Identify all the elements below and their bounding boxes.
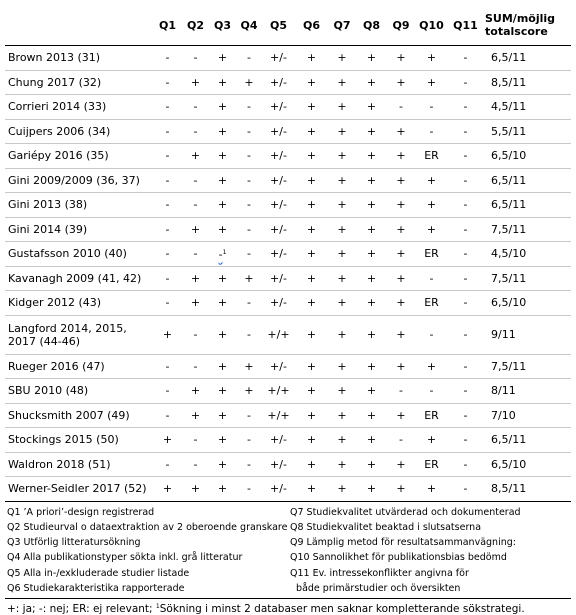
table-row	[5, 119, 571, 144]
cell-q6: +	[295, 315, 328, 354]
cell-q3	[209, 242, 236, 267]
cell-q6: +	[295, 266, 328, 291]
cell-q10: +	[415, 193, 448, 218]
cell-q5: +/+	[262, 315, 295, 354]
footnote-middle: relevant;	[102, 603, 156, 615]
legend-item: Q8 Studiekvalitet beaktad i slutsatserna	[290, 521, 482, 533]
cell-q5: +/-	[262, 477, 295, 502]
cell-q10: ER	[415, 242, 448, 267]
column-header-q8: Q8	[356, 5, 387, 46]
study-name: Gustafsson 2010 (40)	[5, 242, 153, 267]
cell-q3: +	[209, 144, 236, 169]
cell-q4: +	[236, 266, 262, 291]
table-row	[5, 95, 571, 120]
study-name: Gariépy 2016 (35)	[5, 144, 153, 169]
cell-q2: +	[182, 403, 209, 428]
cell-q6: +	[295, 477, 328, 502]
cell-q10: +	[415, 477, 448, 502]
cell-q3: +	[209, 168, 236, 193]
study-name: Gini 2013 (38)	[5, 193, 153, 218]
column-header-q4: Q4	[236, 5, 262, 46]
table-row	[5, 217, 571, 242]
cell-q7: +	[328, 168, 356, 193]
cell-q7: +	[328, 291, 356, 316]
study-name: Cuijpers 2006 (34)	[5, 119, 153, 144]
cell-q10: ER	[415, 144, 448, 169]
cell-q8: +	[356, 452, 387, 477]
cell-q9: +	[387, 70, 415, 95]
score-cell: 7,5/11	[483, 217, 571, 242]
cell-q5: +/+	[262, 403, 295, 428]
cell-q1: -	[153, 242, 182, 267]
cell-q7: +	[328, 452, 356, 477]
score-cell: 6,5/11	[483, 46, 571, 71]
legend-left	[5, 505, 288, 597]
cell-q11: -	[448, 46, 483, 71]
cell-q3: +	[209, 217, 236, 242]
cell-q4: -	[236, 428, 262, 453]
cell-q2: -	[182, 428, 209, 453]
column-header-q9: Q9	[387, 5, 415, 46]
cell-q3: +	[209, 428, 236, 453]
cell-q2: -	[182, 95, 209, 120]
cell-q7: +	[328, 119, 356, 144]
cell-q7: +	[328, 266, 356, 291]
footnote	[5, 603, 571, 615]
cell-q8: +	[356, 315, 387, 354]
study-name: Chung 2017 (32)	[5, 70, 153, 95]
cell-q11: -	[448, 119, 483, 144]
study-name: SBU 2010 (48)	[5, 379, 153, 404]
cell-q3: +	[209, 70, 236, 95]
cell-q5: +/-	[262, 119, 295, 144]
footnote-prefix: +: ja; -: nej; ER:	[7, 603, 93, 615]
table-row	[5, 144, 571, 169]
cell-q10: +	[415, 168, 448, 193]
legend-item: Q2 Studieurval o dataextraktion av 2 oberoende granskare	[7, 521, 288, 533]
table-row	[5, 291, 571, 316]
cell-q2: -	[182, 119, 209, 144]
cell-q11: -	[448, 95, 483, 120]
cell-q11: -	[448, 144, 483, 169]
cell-q2: +	[182, 144, 209, 169]
cell-q10: +	[415, 70, 448, 95]
cell-q4: -	[236, 144, 262, 169]
cell-q4: -	[236, 95, 262, 120]
cell-q4: +	[236, 354, 262, 379]
cell-q8: +	[356, 477, 387, 502]
cell-q11: -	[448, 354, 483, 379]
cell-q10: +	[415, 217, 448, 242]
cell-q8: +	[356, 403, 387, 428]
cell-q1: -	[153, 119, 182, 144]
cell-q1: +	[153, 477, 182, 502]
cell-q3: +	[209, 193, 236, 218]
score-cell: 6,5/11	[483, 168, 571, 193]
cell-q8: +	[356, 193, 387, 218]
table-row	[5, 70, 571, 95]
cell-q8: +	[356, 354, 387, 379]
cell-q3: +	[209, 452, 236, 477]
cell-q10: -	[415, 315, 448, 354]
cell-q2: -	[182, 46, 209, 71]
cell-q9: +	[387, 266, 415, 291]
legend-item: Q10 Sannolikhet för publikationsbias bedömd	[290, 552, 507, 564]
table-row	[5, 403, 571, 428]
cell-q7: +	[328, 354, 356, 379]
cell-q11: -	[448, 266, 483, 291]
table-row	[5, 193, 571, 218]
cell-q8: +	[356, 266, 387, 291]
cell-q3: +	[209, 403, 236, 428]
cell-q3: +	[209, 95, 236, 120]
cell-q3: +	[209, 477, 236, 502]
cell-q9: +	[387, 46, 415, 71]
cell-q5: +/-	[262, 95, 295, 120]
cell-q6: +	[295, 46, 328, 71]
cell-q3: +	[209, 46, 236, 71]
cell-q1: -	[153, 452, 182, 477]
study-name: Waldron 2018 (51)	[5, 452, 153, 477]
quality-assessment-table	[5, 5, 571, 615]
cell-q1: -	[153, 217, 182, 242]
cell-q2: -	[182, 354, 209, 379]
score-cell: 6,5/10	[483, 452, 571, 477]
cell-q7: +	[328, 403, 356, 428]
cell-q1: -	[153, 403, 182, 428]
table-row	[5, 242, 571, 267]
table-body	[5, 46, 571, 502]
study-name: Shucksmith 2007 (49)	[5, 403, 153, 428]
cell-q11: -	[448, 291, 483, 316]
cell-q9: +	[387, 315, 415, 354]
cell-q3: +	[209, 119, 236, 144]
footnote-marker: 1	[155, 603, 160, 611]
table-row	[5, 266, 571, 291]
cell-q5: +/-	[262, 168, 295, 193]
cell-q8: +	[356, 168, 387, 193]
cell-q5: +/-	[262, 428, 295, 453]
cell-q11: -	[448, 428, 483, 453]
cell-q9: +	[387, 242, 415, 267]
legend-item: Q11 Ev. intressekonflikter angivna för	[290, 567, 469, 579]
cell-q11: -	[448, 379, 483, 404]
cell-q11: -	[448, 168, 483, 193]
cell-q10: -	[415, 379, 448, 404]
column-header-q1: Q1	[153, 5, 182, 46]
cell-q2: -	[182, 242, 209, 267]
column-header-q6: Q6	[295, 5, 328, 46]
cell-q7: +	[328, 193, 356, 218]
table-row	[5, 428, 571, 453]
score-cell: 4,5/10	[483, 242, 571, 267]
table-row	[5, 315, 571, 354]
cell-q5: +/-	[262, 144, 295, 169]
score-cell: 6,5/11	[483, 428, 571, 453]
study-name: Gini 2014 (39)	[5, 217, 153, 242]
cell-q6: +	[295, 119, 328, 144]
legend-item: Q5 Alla in-/exkluderade studier listade	[7, 567, 190, 579]
cell-q6: +	[295, 428, 328, 453]
cell-q7: +	[328, 217, 356, 242]
cell-q10: +	[415, 354, 448, 379]
cell-q8: +	[356, 95, 387, 120]
cell-q10: -	[415, 119, 448, 144]
cell-q1: -	[153, 266, 182, 291]
cell-q5: +/-	[262, 70, 295, 95]
score-cell: 6,5/11	[483, 193, 571, 218]
cell-q4: -	[236, 119, 262, 144]
amstar-table	[5, 5, 571, 502]
cell-q10: -	[415, 95, 448, 120]
cell-q4: -	[236, 242, 262, 267]
score-cell: 9/11	[483, 315, 571, 354]
study-name: Rueger 2016 (47)	[5, 354, 153, 379]
cell-q2: +	[182, 217, 209, 242]
cell-q5: +/-	[262, 291, 295, 316]
cell-q11: -	[448, 193, 483, 218]
cell-q8: +	[356, 291, 387, 316]
legend-item: Q3 Utförlig litteratursökning	[7, 537, 141, 549]
cell-q4: -	[236, 46, 262, 71]
score-cell: 8,5/11	[483, 477, 571, 502]
cell-q1: -	[153, 46, 182, 71]
sum-header	[483, 5, 571, 46]
cell-q7: +	[328, 428, 356, 453]
table-row	[5, 46, 571, 71]
footnote-underlined: ej	[92, 603, 103, 615]
cell-q4: -	[236, 477, 262, 502]
cell-q10: +	[415, 46, 448, 71]
cell-q2: -	[182, 168, 209, 193]
cell-q5: +/-	[262, 452, 295, 477]
cell-q6: +	[295, 193, 328, 218]
cell-q9: -	[387, 379, 415, 404]
cell-q6: +	[295, 291, 328, 316]
cell-q2: +	[182, 291, 209, 316]
cell-q8: +	[356, 70, 387, 95]
cell-q4: -	[236, 291, 262, 316]
cell-q1: -	[153, 168, 182, 193]
cell-q8: +	[356, 217, 387, 242]
cell-q8: +	[356, 144, 387, 169]
cell-q10: +	[415, 428, 448, 453]
table-row	[5, 379, 571, 404]
cell-q10: ER	[415, 291, 448, 316]
cell-q1: +	[153, 315, 182, 354]
legend-item: Q4 Alla publikationstyper sökta inkl. grå litteratur	[7, 552, 243, 564]
cell-q11: -	[448, 242, 483, 267]
cell-q11: -	[448, 217, 483, 242]
cell-q5: +/-	[262, 217, 295, 242]
cell-q9: +	[387, 193, 415, 218]
score-cell: 6,5/10	[483, 291, 571, 316]
cell-q9: -	[387, 95, 415, 120]
cell-q6: +	[295, 379, 328, 404]
cell-q9: +	[387, 354, 415, 379]
cell-q3: +	[209, 354, 236, 379]
cell-q6: +	[295, 168, 328, 193]
cell-q8: +	[356, 379, 387, 404]
footnote-suffix: Sökning i minst 2 databaser men saknar kompletterande sökstrategi.	[159, 603, 525, 615]
cell-q4: +	[236, 379, 262, 404]
cell-q7: +	[328, 242, 356, 267]
cell-q8: +	[356, 119, 387, 144]
legend-item: både primärstudier och översikten	[290, 582, 461, 594]
cell-q4: -	[236, 403, 262, 428]
legend-item: Q1 ’A priori’-design registrerad	[7, 506, 155, 518]
cell-q5: +/-	[262, 266, 295, 291]
cell-q3: +	[209, 315, 236, 354]
legend-item: Q9 Lämplig metod för resultatsammanvägning:	[290, 537, 516, 549]
score-cell: 7,5/11	[483, 354, 571, 379]
cell-q5: +/-	[262, 46, 295, 71]
table-row	[5, 168, 571, 193]
cell-q4: +	[236, 70, 262, 95]
cell-q9: +	[387, 168, 415, 193]
study-name: Brown 2013 (31)	[5, 46, 153, 71]
study-name: Langford 2014, 2015, 2017 (44-46)	[5, 315, 153, 354]
cell-q1: -	[153, 70, 182, 95]
footnote-ref: 1	[222, 249, 227, 257]
cell-q7: +	[328, 315, 356, 354]
cell-q4: -	[236, 315, 262, 354]
cell-q2: +	[182, 379, 209, 404]
cell-q7: +	[328, 477, 356, 502]
table-row	[5, 354, 571, 379]
study-name: Gini 2009/2009 (36, 37)	[5, 168, 153, 193]
cell-q6: +	[295, 70, 328, 95]
cell-q5: +/+	[262, 379, 295, 404]
cell-q3: +	[209, 291, 236, 316]
study-name: Stockings 2015 (50)	[5, 428, 153, 453]
cell-q7: +	[328, 46, 356, 71]
cell-q6: +	[295, 452, 328, 477]
legend-item: Q6 Studiekarakteristika rapporterade	[7, 582, 185, 594]
cell-q10: ER	[415, 403, 448, 428]
cell-q8: +	[356, 428, 387, 453]
legend	[5, 505, 571, 600]
cell-q4: -	[236, 193, 262, 218]
cell-q3: +	[209, 379, 236, 404]
cell-value: -	[218, 248, 223, 262]
study-name: Werner-Seidler 2017 (52)	[5, 477, 153, 502]
sum-header-line2: totalscore	[485, 25, 548, 38]
legend-item: Q7 Studiekvalitet utvärderad och dokumenterad	[290, 506, 521, 518]
score-cell: 5,5/11	[483, 119, 571, 144]
cell-q2: +	[182, 266, 209, 291]
table-row	[5, 477, 571, 502]
cell-q7: +	[328, 379, 356, 404]
cell-q11: -	[448, 70, 483, 95]
score-cell: 4,5/11	[483, 95, 571, 120]
cell-q7: +	[328, 70, 356, 95]
cell-q8: +	[356, 242, 387, 267]
cell-q4: -	[236, 217, 262, 242]
study-header	[5, 5, 153, 46]
column-header-q11: Q11	[448, 5, 483, 46]
cell-q1: -	[153, 193, 182, 218]
cell-q9: +	[387, 144, 415, 169]
cell-q2: -	[182, 452, 209, 477]
score-cell: 8,5/11	[483, 70, 571, 95]
score-cell: 7,5/11	[483, 266, 571, 291]
cell-q11: -	[448, 477, 483, 502]
cell-q1: -	[153, 379, 182, 404]
study-name: Kidger 2012 (43)	[5, 291, 153, 316]
cell-q9: -	[387, 428, 415, 453]
cell-q2: -	[182, 193, 209, 218]
column-header-q7: Q7	[328, 5, 356, 46]
score-cell: 6,5/10	[483, 144, 571, 169]
cell-q9: +	[387, 119, 415, 144]
column-header-q10: Q10	[415, 5, 448, 46]
cell-q2: +	[182, 70, 209, 95]
table-row	[5, 452, 571, 477]
cell-q5: +/-	[262, 242, 295, 267]
cell-q9: +	[387, 403, 415, 428]
cell-q10: ER	[415, 452, 448, 477]
cell-q5: +/-	[262, 193, 295, 218]
column-header-q3: Q3	[209, 5, 236, 46]
cell-q4: -	[236, 168, 262, 193]
score-cell: 7/10	[483, 403, 571, 428]
cell-q9: +	[387, 452, 415, 477]
cell-q6: +	[295, 403, 328, 428]
column-header-q5: Q5	[262, 5, 295, 46]
cell-q11: -	[448, 315, 483, 354]
cell-q10: -	[415, 266, 448, 291]
cell-q9: +	[387, 291, 415, 316]
cell-q2: -	[182, 315, 209, 354]
cell-q2: +	[182, 477, 209, 502]
cell-q9: +	[387, 217, 415, 242]
score-cell: 8/11	[483, 379, 571, 404]
cell-q1: -	[153, 144, 182, 169]
cell-q7: +	[328, 95, 356, 120]
cell-q5: +/-	[262, 354, 295, 379]
cell-q8: +	[356, 46, 387, 71]
cell-q6: +	[295, 95, 328, 120]
cell-q7: +	[328, 144, 356, 169]
study-name: Kavanagh 2009 (41, 42)	[5, 266, 153, 291]
cell-q6: +	[295, 217, 328, 242]
cell-q11: -	[448, 403, 483, 428]
cell-q1: -	[153, 95, 182, 120]
cell-q1: -	[153, 354, 182, 379]
column-header-q2: Q2	[182, 5, 209, 46]
cell-q3: +	[209, 266, 236, 291]
header-row	[5, 5, 571, 46]
cell-q4: -	[236, 452, 262, 477]
cell-q1: +	[153, 428, 182, 453]
cell-q9: +	[387, 477, 415, 502]
sum-header-line1: SUM/möjlig	[485, 12, 556, 25]
cell-q6: +	[295, 354, 328, 379]
study-name: Corrieri 2014 (33)	[5, 95, 153, 120]
cell-q11: -	[448, 452, 483, 477]
cell-q6: +	[295, 144, 328, 169]
cell-q6: +	[295, 242, 328, 267]
cell-q1: -	[153, 291, 182, 316]
legend-right	[288, 505, 571, 597]
